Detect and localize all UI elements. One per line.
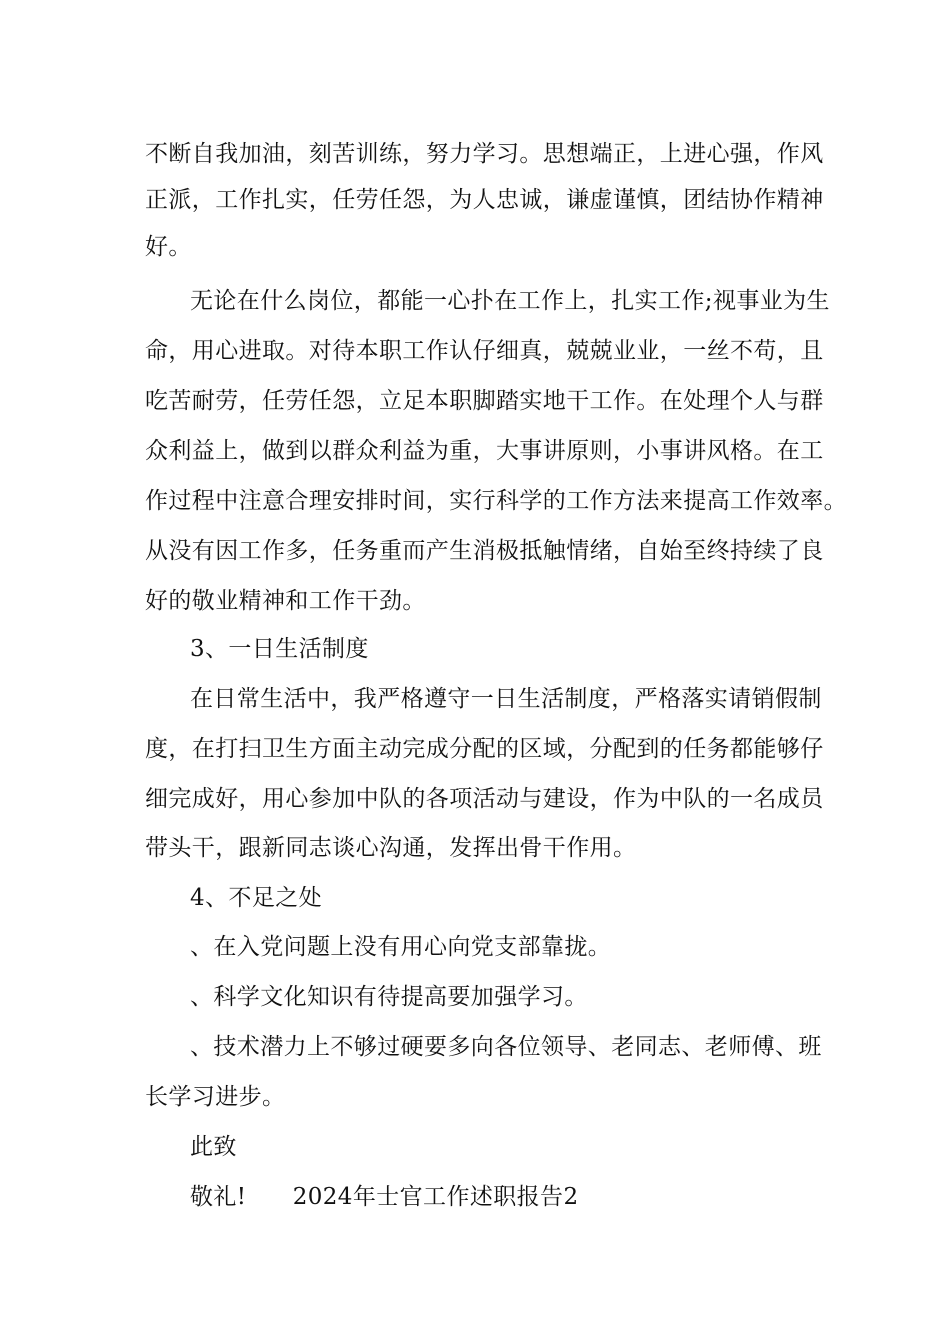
closing-salutation: 此致 — [190, 1134, 237, 1160]
text-line-13: 度，在打扫卫生方面主动完成分配的区域，分配到的任务都能够仔 — [145, 736, 824, 762]
shortcoming-item-3: 、技术潜力上不够过硬要多向各位领导、老同志、老师傅、班 — [190, 1034, 822, 1060]
section-heading-shortcomings: 4、不足之处 — [190, 885, 323, 911]
text-line-20: 长学习进步。 — [145, 1084, 286, 1110]
section-heading-daily-routine: 3、一日生活制度 — [190, 636, 369, 662]
text-line-6: 吃苦耐劳，任劳任怨，立足本职脚踏实地干工作。在处理个人与群 — [145, 388, 824, 414]
shortcoming-item-1: 、在入党问题上没有用心向党支部靠拢。 — [190, 934, 612, 960]
shortcoming-item-2: 、科学文化知识有待提高要加强学习。 — [190, 984, 588, 1010]
text-line-7: 众利益上，做到以群众利益为重，大事讲原则，小事讲风格。在工 — [145, 438, 824, 464]
text-line-10: 好的敬业精神和工作干劲。 — [145, 588, 426, 614]
text-line-3: 好。 — [145, 234, 192, 260]
text-line-14: 细完成好，用心参加中队的各项活动与建设，作为中队的一名成员 — [145, 786, 824, 812]
text-line-5: 命，用心进取。对待本职工作认仔细真，兢兢业业，一丝不苟，且 — [145, 338, 824, 364]
text-line-2: 正派，工作扎实，任劳任怨，为人忠诚，谦虚谨慎，团结协作精神 — [145, 187, 824, 213]
text-line-9: 从没有因工作多，任务重而产生消极抵触情绪，自始至终持续了良 — [145, 538, 824, 564]
text-line-8: 作过程中注意合理安排时间，实行科学的工作方法来提高工作效率。 — [145, 488, 847, 514]
text-line-1: 不断自我加油，刻苦训练，努力学习。思想端正，上进心强，作风 — [145, 141, 824, 167]
closing-and-next-title: 敬礼! 2024年士官工作述职报告2 — [190, 1184, 579, 1210]
text-line-15: 带头干，跟新同志谈心沟通，发挥出骨干作用。 — [145, 835, 637, 861]
text-line-12: 在日常生活中，我严格遵守一日生活制度，严格落实请销假制 — [190, 686, 822, 712]
text-line-4: 无论在什么岗位，都能一心扑在工作上，扎实工作;视事业为生 — [190, 288, 830, 314]
